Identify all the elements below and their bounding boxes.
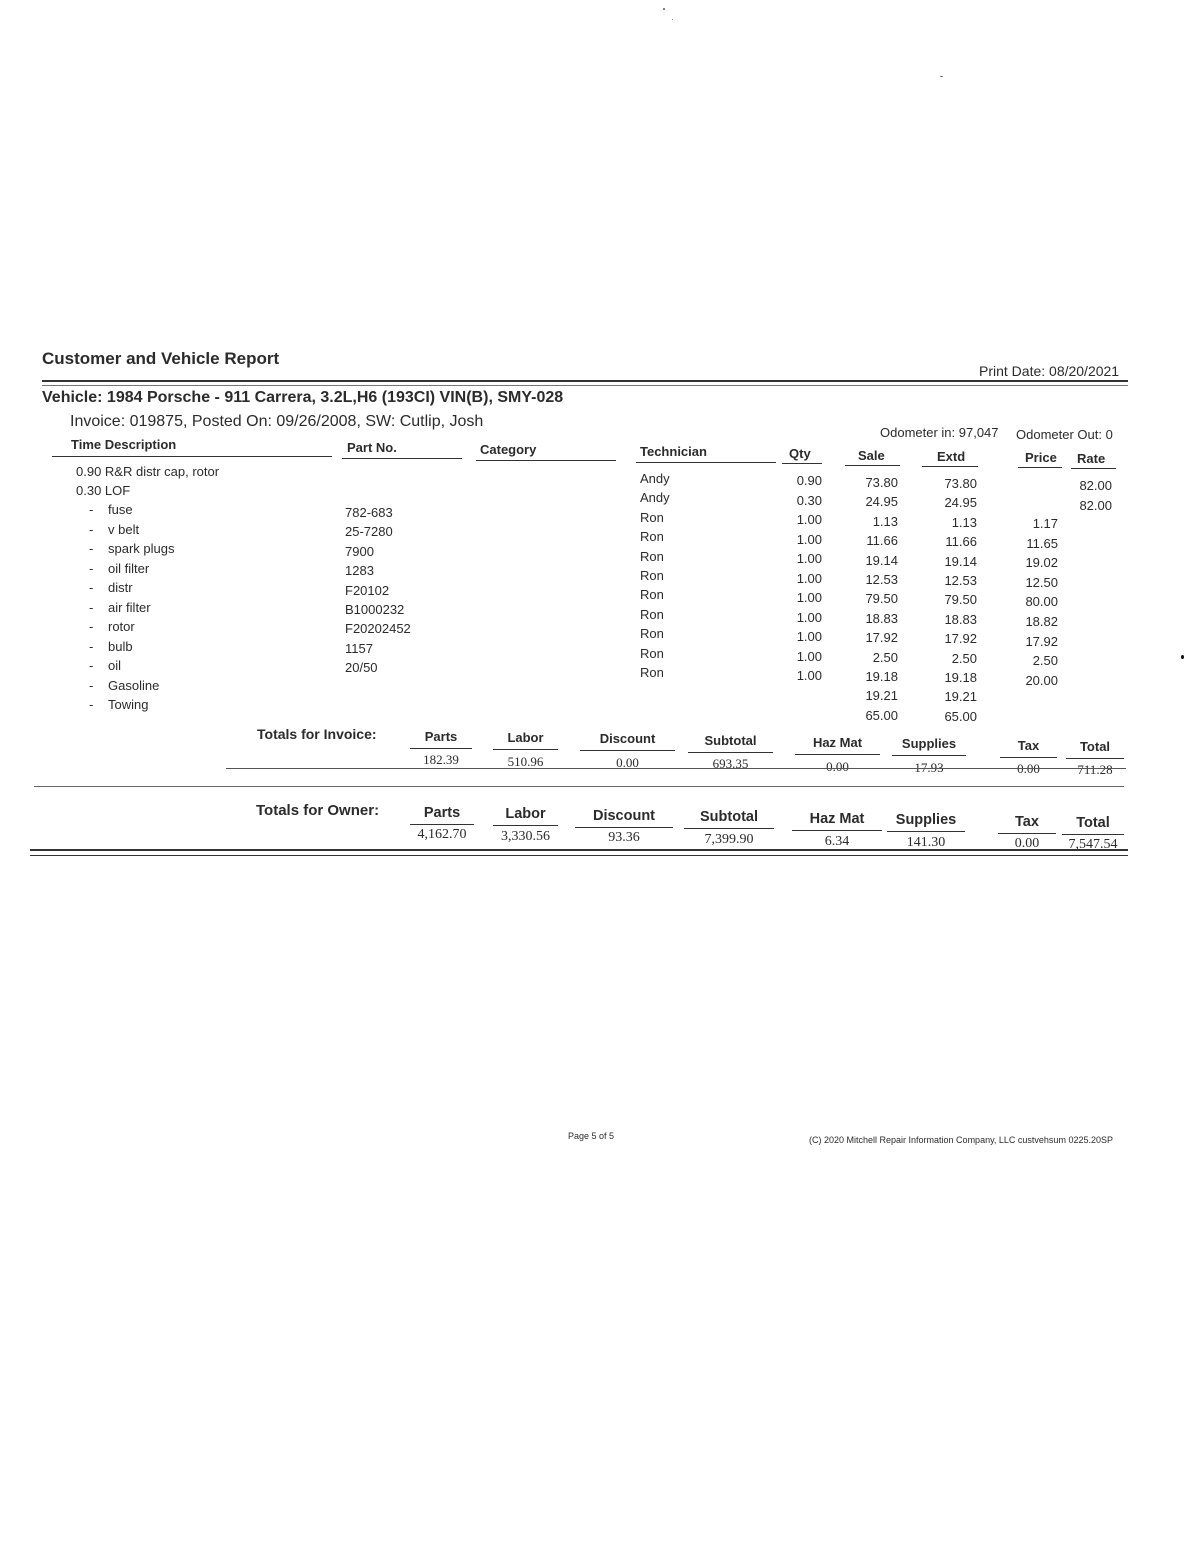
col-part-no: Part No. (347, 440, 397, 455)
description: 0.90 R&R distr cap, rotor (76, 464, 220, 479)
totals-header: Subtotal (704, 733, 757, 748)
price: 1.17 (1032, 516, 1058, 531)
price: 18.82 (1025, 614, 1058, 629)
totals-header: Parts (423, 805, 461, 821)
part-number: 25-7280 (345, 524, 393, 540)
header-rule (42, 380, 1128, 382)
owner-double-rule (30, 855, 1128, 856)
sale: 12.53 (865, 572, 898, 587)
qty: 1.00 (796, 648, 822, 664)
qty: 1.00 (796, 512, 822, 527)
col-extd: Extd (937, 449, 966, 464)
col-underline (342, 458, 462, 459)
sub-item: Towing (108, 697, 149, 712)
qty: 1.00 (796, 590, 822, 605)
technician: Ron (640, 587, 664, 603)
print-date: Print Date: 08/20/2021 (979, 363, 1120, 379)
totals-invoice-rule (226, 768, 1126, 769)
totals-header: Parts (424, 729, 458, 744)
price: 80.00 (1025, 594, 1058, 610)
totals-value: 693.35 (712, 756, 749, 771)
col-underline (636, 462, 776, 463)
col-underline (1018, 467, 1062, 468)
sale: 17.92 (865, 630, 898, 646)
totals-header: Total (1079, 739, 1111, 754)
item-dash: - (89, 560, 94, 576)
sale: 73.80 (865, 475, 898, 490)
part-number: F20202452 (345, 621, 411, 637)
sale: 1.13 (872, 513, 898, 529)
qty: 1.00 (796, 629, 822, 644)
qty: 1.00 (796, 551, 822, 566)
technician: Ron (640, 645, 664, 661)
part-number: 1283 (345, 563, 374, 579)
item-dash: - (89, 502, 94, 517)
col-underline (845, 465, 900, 466)
col-underline (476, 460, 616, 461)
totals-header: Tax (1017, 738, 1040, 753)
copyright: (C) 2020 Mitchell Repair Information Company, LLC custvehsum 0225.20SP (809, 1135, 1113, 1145)
col-qty: Qty (789, 446, 811, 461)
item-dash: - (89, 638, 94, 654)
totals-value: 0.00 (1014, 836, 1040, 851)
totals-value: 6.34 (824, 834, 850, 849)
col-underline (782, 463, 822, 464)
scan-speck (672, 19, 673, 20)
totals-header: Supplies (895, 812, 957, 828)
item-dash: - (89, 658, 94, 673)
sale: 79.50 (865, 591, 898, 607)
totals-underline (792, 830, 882, 831)
technician: Ron (640, 548, 664, 564)
totals-value: 3,330.56 (501, 829, 550, 844)
totals-value: 0.00 (826, 759, 849, 774)
sale: 11.66 (866, 533, 898, 549)
totals-underline (887, 831, 965, 832)
totals-value: 93.36 (608, 830, 640, 845)
scan-speck (940, 76, 943, 77)
extd: 18.83 (944, 611, 977, 627)
totals-value: 7,399.90 (704, 832, 754, 847)
price: 20.00 (1025, 672, 1058, 688)
item-dash: - (89, 521, 94, 537)
price: 17.92 (1025, 633, 1058, 649)
rate: 82.00 (1079, 497, 1112, 513)
totals-header: Haz Mat (809, 811, 865, 827)
totals-header: Labor (507, 730, 544, 745)
page-number: Page 5 of 5 (568, 1131, 615, 1141)
sub-item: bulb (108, 638, 133, 654)
technician: Ron (640, 509, 664, 525)
extd: 65.00 (944, 708, 977, 724)
sale: 2.50 (872, 649, 898, 665)
extd: 19.21 (944, 689, 977, 705)
totals-underline (1066, 758, 1124, 759)
technician: Ron (640, 665, 664, 680)
col-price: Price (1025, 450, 1057, 465)
extd: 19.18 (944, 670, 977, 685)
odometer-out: Odometer Out: 0 (1016, 427, 1113, 442)
sale: 19.18 (865, 669, 898, 684)
header-rule-thin (42, 385, 1128, 386)
item-dash: - (89, 619, 94, 634)
technician: Ron (640, 568, 664, 583)
part-number: 20/50 (345, 660, 378, 676)
totals-value: 510.96 (507, 754, 544, 769)
part-number: F20102 (345, 582, 390, 598)
col-sale: Sale (858, 448, 885, 463)
sub-item: rotor (108, 619, 135, 634)
totals-underline (410, 824, 474, 825)
extd: 12.53 (944, 573, 977, 588)
totals-invoice-label: Totals for Invoice: (257, 726, 377, 742)
totals-header: Discount (599, 731, 656, 746)
totals-underline (892, 755, 966, 756)
item-dash: - (89, 599, 94, 615)
part-number: 7900 (345, 543, 374, 559)
totals-underline (795, 754, 880, 755)
price: 19.02 (1025, 555, 1058, 571)
extd: 19.14 (944, 553, 977, 569)
sub-item: Gasoline (108, 677, 160, 693)
technician: Ron (640, 529, 664, 545)
price: 11.65 (1026, 535, 1058, 551)
section-rule (34, 786, 1124, 787)
totals-header: Subtotal (700, 809, 758, 825)
technician: Andy (640, 471, 670, 486)
totals-header: Supplies (901, 736, 957, 751)
qty: 1.00 (796, 570, 822, 586)
totals-underline (684, 828, 774, 829)
part-number: 782-683 (345, 505, 393, 520)
extd: 17.92 (944, 631, 977, 647)
item-dash: - (89, 580, 94, 595)
sale: 18.83 (865, 610, 898, 626)
col-category: Category (480, 442, 537, 457)
col-underline (1071, 468, 1116, 469)
sale: 65.00 (865, 707, 898, 723)
qty: 1.00 (796, 609, 822, 625)
totals-owner-label: Totals for Owner: (256, 802, 380, 819)
odometer-in: Odometer in: 97,047 (880, 425, 999, 440)
price: 12.50 (1025, 574, 1058, 590)
qty: 0.30 (796, 492, 822, 508)
totals-header: Total (1076, 815, 1110, 831)
technician: Ron (640, 626, 664, 642)
col-technician: Technician (640, 444, 707, 459)
col-time-description: Time Description (71, 437, 177, 452)
sub-item: distr (108, 580, 133, 595)
sale: 24.95 (865, 494, 898, 510)
sub-item: v belt (108, 521, 140, 537)
totals-underline (1062, 834, 1124, 835)
extd: 79.50 (944, 592, 977, 608)
part-number: 1157 (345, 640, 373, 656)
rate: 82.00 (1079, 478, 1112, 493)
totals-header: Tax (1015, 814, 1039, 830)
col-rate: Rate (1077, 451, 1106, 466)
sub-item: spark plugs (108, 541, 175, 556)
totals-value: 711.28 (1077, 762, 1113, 777)
item-dash: - (89, 541, 94, 556)
col-underline (52, 456, 332, 457)
part-number: B1000232 (345, 602, 405, 617)
totals-header: Haz Mat (812, 735, 863, 750)
description: 0.30 LOF (76, 483, 131, 498)
totals-underline (580, 750, 675, 751)
report-title: Customer and Vehicle Report (42, 349, 280, 368)
sub-item: fuse (108, 502, 133, 517)
invoice-line: Invoice: 019875, Posted On: 09/26/2008, SW: Cutlip, Josh (70, 413, 484, 430)
scan-speck (663, 8, 665, 10)
totals-value: 141.30 (906, 835, 946, 850)
price: 2.50 (1032, 653, 1058, 669)
totals-underline (575, 827, 673, 828)
totals-value: 7,547.54 (1068, 837, 1118, 852)
totals-value: 4,162.70 (417, 827, 467, 842)
extd: 1.13 (951, 514, 977, 530)
totals-header: Labor (505, 806, 546, 822)
totals-underline (1000, 757, 1057, 758)
technician: Ron (640, 606, 664, 622)
sale: 19.14 (865, 552, 898, 568)
totals-value: 17.93 (914, 760, 944, 775)
sub-item: oil filter (108, 560, 150, 576)
qty: 1.00 (796, 531, 822, 547)
totals-underline (688, 752, 773, 753)
technician: Andy (640, 490, 670, 506)
qty: 1.00 (796, 668, 822, 683)
totals-header: Discount (592, 808, 656, 824)
extd: 73.80 (944, 476, 977, 491)
item-dash: - (89, 677, 94, 693)
sub-item: air filter (108, 599, 151, 615)
scan-speck (1181, 655, 1184, 659)
item-dash: - (89, 697, 94, 712)
sub-item: oil (108, 658, 122, 673)
qty: 0.90 (796, 473, 822, 488)
totals-value: 0.00 (1017, 761, 1040, 776)
totals-underline (493, 749, 558, 750)
extd: 2.50 (951, 650, 977, 666)
vehicle-line: Vehicle: 1984 Porsche - 911 Carrera, 3.2L,H6 (193CI) VIN(B), SMY-028 (42, 389, 564, 406)
totals-value: 182.39 (423, 752, 459, 767)
extd: 11.66 (945, 534, 977, 550)
totals-value: 0.00 (616, 755, 639, 770)
extd: 24.95 (944, 495, 977, 511)
totals-underline (998, 833, 1056, 834)
owner-double-rule (30, 849, 1128, 851)
totals-underline (493, 825, 558, 826)
totals-underline (410, 748, 472, 749)
sale: 19.21 (865, 688, 898, 704)
col-underline (922, 466, 978, 467)
